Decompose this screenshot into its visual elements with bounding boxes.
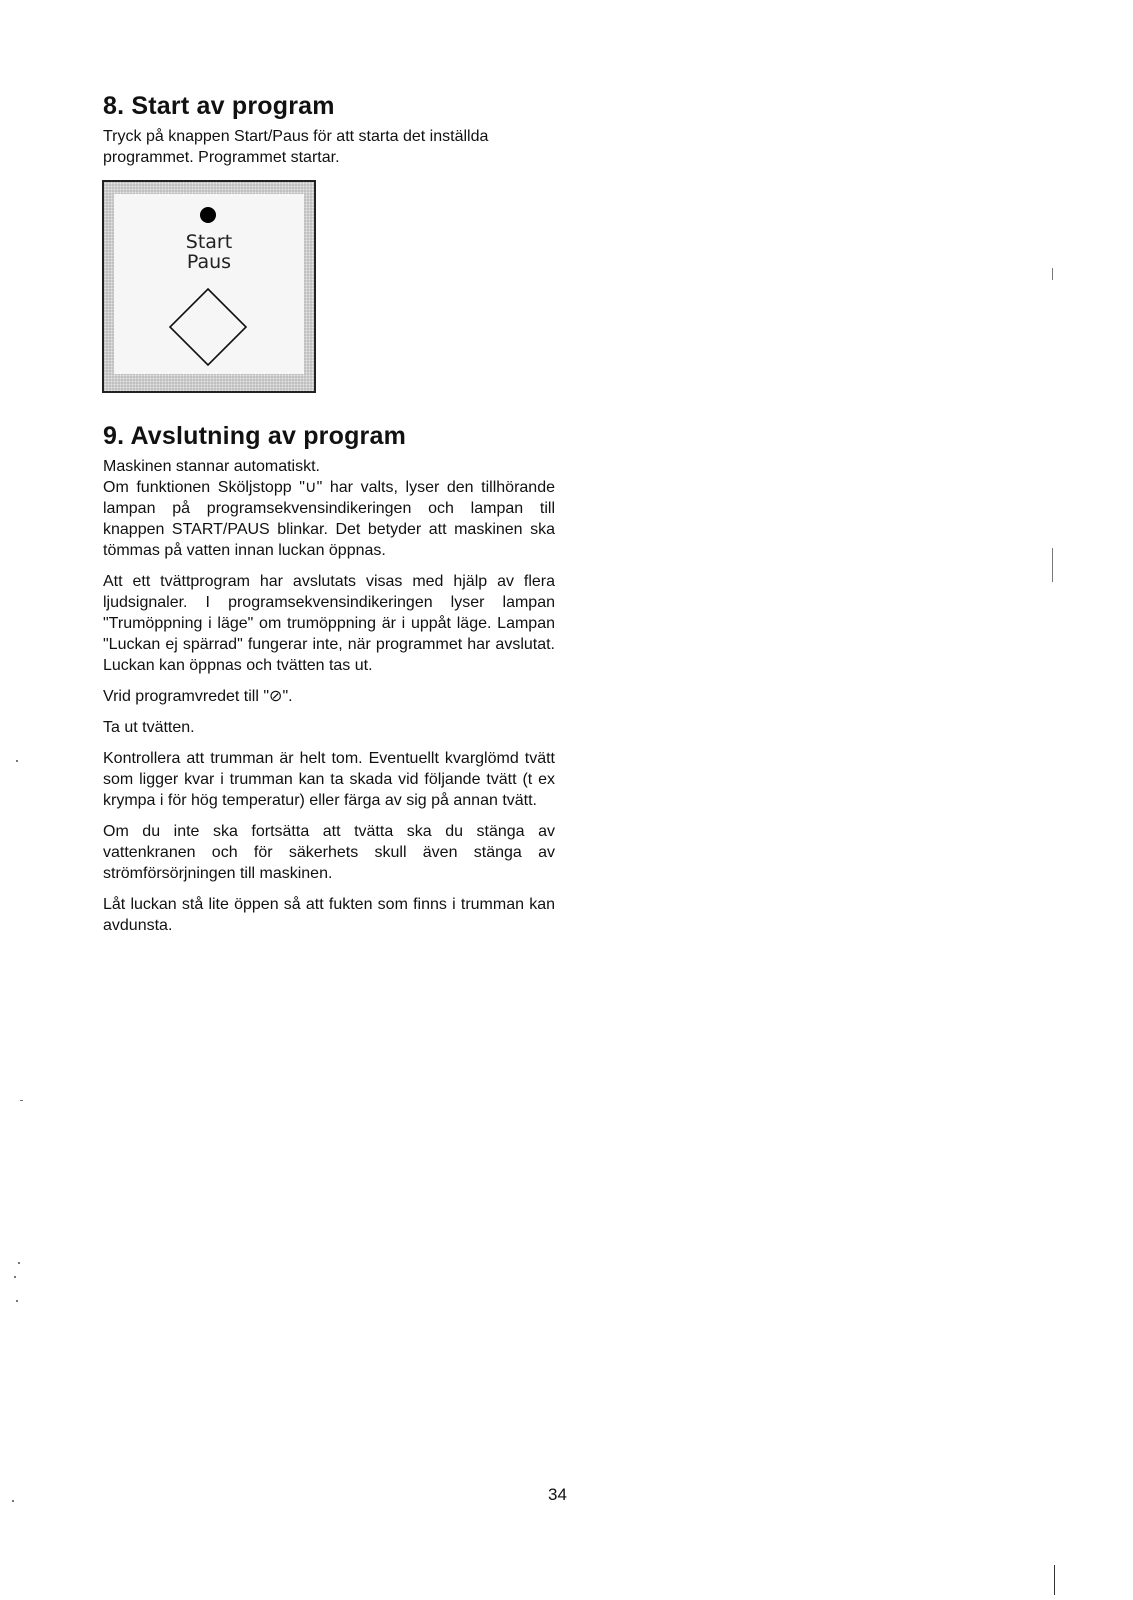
scan-speck — [12, 1500, 14, 1502]
paragraph: Låt luckan stå lite öppen så att fukten som finns i trumman kan avdunsta. — [103, 896, 555, 934]
paragraph: Tryck på knappen Start/Paus för att starta det inställda programmet. Programmet startar. — [103, 128, 489, 166]
scan-speck — [14, 1276, 16, 1278]
diamond-button-icon — [166, 285, 250, 369]
paragraph: Om du inte ska fortsätta att tvätta ska du stänga av vattenkranen och för säkerhets skull även stänga av strömförsörjningen till maskinen. — [103, 823, 555, 882]
paragraph: Ta ut tvätten. — [103, 719, 195, 736]
panel-label-pause: Paus — [186, 251, 232, 273]
page-number: 34 — [548, 1485, 567, 1504]
section-8-body — [103, 126, 555, 168]
paragraph: Maskinen stannar automatiskt. — [103, 458, 320, 475]
scan-speck — [18, 1262, 20, 1264]
section-8-title: 8. Start av program — [103, 92, 335, 120]
section-9-body — [103, 456, 555, 936]
paragraph: Kontrollera att trumman är helt tom. Eventuellt kvarglömd tvätt som ligger kvar i trumman kan ta skada vid följande tvätt (t ex krympa i för hög temperatur) eller färga av sig på annan tvätt. — [103, 750, 555, 809]
paragraph: Om funktionen Sköljstopp "∪" har valts, lyser den tillhörande lampan på programsekvensindikeringen och lampan till knappen START/PAUS blinkar. Det betyder att maskinen ska tömmas på vatten innan luckan öppnas. — [103, 479, 555, 559]
scan-speck — [1052, 570, 1053, 582]
scan-speck — [20, 1100, 23, 1101]
section-9-title: 9. Avslutning av program — [103, 422, 407, 450]
scan-speck — [16, 1300, 18, 1302]
paragraph: Vrid programvredet till "⊘". — [103, 688, 293, 705]
paragraph: Att ett tvättprogram har avslutats visas med hjälp av flera ljudsignaler. I programsekvensindikeringen lyser lampan "Trumöppning i läge" om trumöppning är i uppåt läge. Lampan "Luckan ej spärrad" fungerar inte, när programmet har avslutat. Luckan kan öppnas och tvätten tas ut. — [103, 573, 555, 674]
scan-speck — [1052, 548, 1053, 570]
scan-speck — [16, 760, 18, 762]
panel-label-start: Start — [185, 231, 233, 253]
indicator-lamp-icon — [200, 207, 216, 223]
scan-speck — [1054, 1565, 1055, 1595]
start-pause-panel-illustration — [102, 180, 316, 393]
scan-speck — [1052, 268, 1053, 280]
